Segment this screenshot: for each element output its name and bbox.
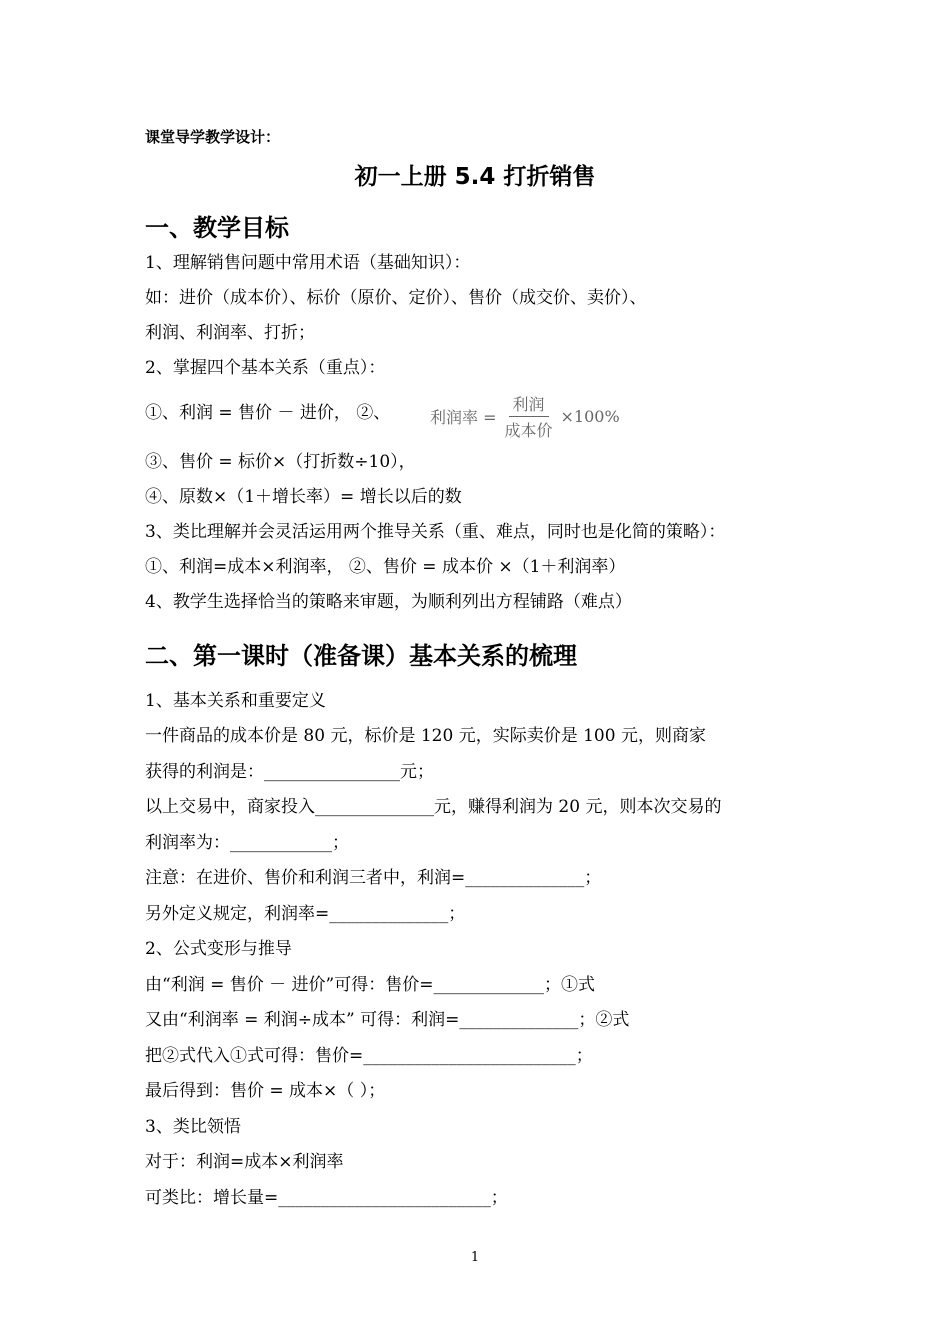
formula-numerator: 利润 bbox=[509, 392, 549, 417]
paragraph-line: 利润、利润率、打折； bbox=[145, 323, 315, 343]
formula-denominator: 成本价 bbox=[504, 421, 553, 440]
paragraph-line: 对于：利润=成本×利润率 bbox=[145, 1152, 344, 1172]
paragraph-line: 注意：在进价、售价和利润三者中，利润=______________； bbox=[145, 868, 602, 888]
paragraph-line: ①、利润=成本×利润率， ②、售价 = 成本价 ×（1＋利润率） bbox=[145, 557, 626, 577]
paragraph-line: ③、售价 = 标价×（打折数÷10）， bbox=[145, 452, 416, 472]
paragraph-line: 3、类比领悟 bbox=[145, 1117, 241, 1137]
paragraph-line: ④、原数×（1＋增长率）= 增长以后的数 bbox=[145, 487, 462, 507]
paragraph-line: 2、公式变形与推导 bbox=[145, 939, 292, 959]
paragraph-line: 3、类比理解并会灵活运用两个推导关系（重、难点，同时也是化简的策略）： bbox=[145, 522, 726, 542]
section-heading-goals: 一、教学目标 bbox=[145, 214, 289, 242]
formula-lhs: 利润率 = bbox=[430, 408, 497, 427]
paragraph-line: 把②式代入①式可得：售价=_________________________； bbox=[145, 1046, 593, 1066]
formula-rhs: ×100% bbox=[560, 407, 620, 426]
paragraph-line: 由“利润 = 售价 － 进价”可得：售价=_____________；①式 bbox=[145, 975, 595, 995]
paragraph-line: 如：进价（成本价）、标价（原价、定价）、售价（成交价、卖价）、 bbox=[145, 288, 647, 308]
paragraph-line: 一件商品的成本价是 80 元，标价是 120 元，实际卖价是 100 元，则商家 bbox=[145, 726, 706, 746]
profit-rate-formula bbox=[430, 392, 620, 441]
header-label: 课堂导学教学设计： bbox=[145, 128, 281, 146]
paragraph-line: 1、基本关系和重要定义 bbox=[145, 691, 326, 711]
page-title: 初一上册 5.4 打折销售 bbox=[354, 164, 596, 190]
section-heading-lesson-one: 二、第一课时（准备课）基本关系的梳理 bbox=[145, 642, 577, 670]
paragraph-line: 又由“利润率 = 利润÷成本” 可得：利润=______________；②式 bbox=[145, 1010, 630, 1030]
paragraph-line: 可类比：增长量=_________________________； bbox=[145, 1188, 508, 1208]
page-number: 1 bbox=[470, 1250, 480, 1265]
paragraph-line: 获得的利润是：________________元； bbox=[145, 762, 434, 782]
paragraph-line: 2、掌握四个基本关系（重点）： bbox=[145, 358, 386, 378]
paragraph-line: 1、理解销售问题中常用术语（基础知识）： bbox=[145, 253, 471, 273]
paragraph-line: 利润率为：____________； bbox=[145, 833, 349, 853]
paragraph-line: 另外定义规定，利润率=______________； bbox=[145, 904, 466, 924]
paragraph-line: 以上交易中，商家投入______________元，赚得利润为 20 元，则本次交易的 bbox=[145, 797, 722, 817]
paragraph-line: 最后得到：售价 = 成本×（ ）； bbox=[145, 1081, 386, 1101]
formula-fraction bbox=[501, 392, 557, 441]
paragraph-line: 4、教学生选择恰当的策略来审题，为顺利列出方程铺路（难点） bbox=[145, 592, 632, 612]
paragraph-line: ①、利润 = 售价 － 进价， ②、 bbox=[145, 403, 391, 423]
